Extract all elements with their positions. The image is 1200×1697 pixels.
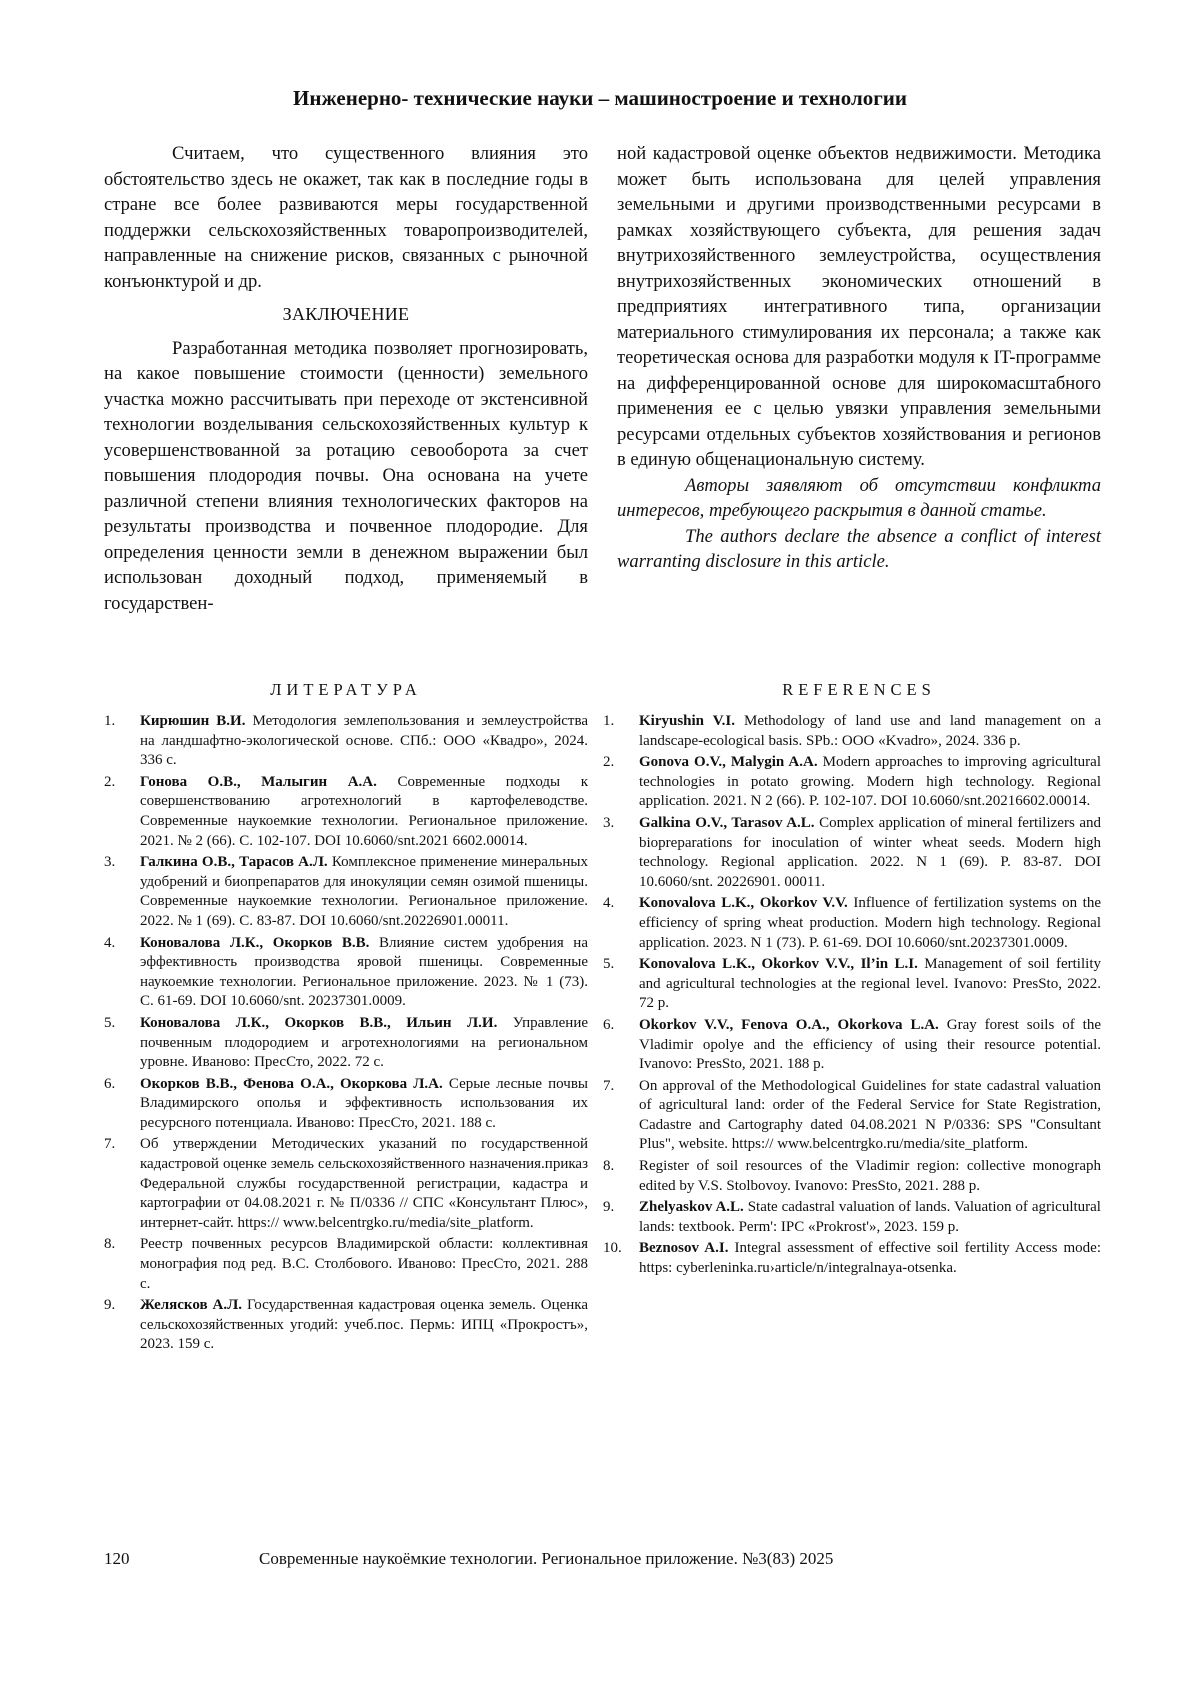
reference-text: Комплексное применение минеральных удобрений и биопрепаратов для инокуляции семян озимой пшеницы. Современные наукоемкие технологии. Региональное приложение. 2022. № 1 (69). С. 83-87. DOI 10.6060/snt.20226901.00011. xyxy=(140,854,588,929)
running-header: Инженерно- технические науки – машиностроение и технологии xyxy=(293,86,907,110)
reference-authors: Коновалова Л.К., Окорков В.В., Ильин Л.И. xyxy=(140,1014,498,1031)
reference-item xyxy=(603,1239,1101,1278)
right-text-column xyxy=(617,141,1101,575)
body-paragraph: ной кадастровой оценке объектов недвижимости. Методика может быть использована для целей управления земельными и другими производственными ресурсами в рамках хозяйствующего субъекта, для решения задач внутрихозяйственного землеустройства, осуществления внутрихозяйственных экономических отношений в предприятиях интегративного типа, организации материального стимулирования их персонала; а также как теоретическая основа для разработки модуля к IT-программе на дифференцированной основе для широкомасштабного применения ее с целью увязки управления земельными ресурсами отдельных субъектов хозяйствования и регионов в единую общенациональную систему. xyxy=(617,143,1101,470)
reference-number: 7. xyxy=(603,1077,615,1094)
reference-number: 6. xyxy=(104,1075,116,1092)
reference-number: 1. xyxy=(603,713,615,729)
reference-text: Management of soil fertility and agricultural technologies at the regional level. Ivanovo: PresSto, 2022. 72 p. xyxy=(639,956,1101,1012)
reference-number: 2. xyxy=(104,773,116,790)
reference-item xyxy=(104,773,588,851)
reference-item xyxy=(104,1235,588,1294)
reference-authors: Galkina O.V., Tarasov A.L. xyxy=(639,814,815,831)
body-paragraph: Считаем, что существенного влияния это обстоятельство здесь не окажет, так как в последние годы в стране все более развиваются меры государственной поддержки сельскохозяйственных товаропроизводителей, направленные на снижение рисков, связанных с рыночной конъюнктурой и др. xyxy=(104,143,588,292)
reference-authors: Окорков В.В., Фенова О.А., Окоркова Л.А. xyxy=(140,1075,443,1092)
reference-item xyxy=(104,1296,588,1355)
reference-item xyxy=(104,1075,588,1134)
reference-authors: Okorkov V.V., Fenova O.A., Okorkova L.A. xyxy=(639,1016,939,1033)
reference-text: Об утверждении Методических указаний по государственной кадастровой оценке земель сельскохозяйственного назначения.приказ Федеральной службы государственной регистрации, кадастра и картографии от 04.08.2021 г. № П/0336 // СПС «Консультант Плюс», интернет-сайт. https:// www.belcentrgko.ru/media/site_platform. xyxy=(140,1136,588,1231)
reference-item xyxy=(603,753,1101,812)
conflict-statement-ru: Авторы заявляют об отсутствии конфликта интересов, требующего раскрытия в данной статье. xyxy=(617,474,1101,521)
reference-authors: Кирюшин В.И. xyxy=(140,713,246,729)
reference-item xyxy=(104,1014,588,1073)
reference-authors: Beznosov A.I. xyxy=(639,1240,729,1257)
reference-item xyxy=(603,894,1101,953)
reference-number: 10. xyxy=(603,1240,622,1257)
reference-item xyxy=(603,955,1101,1014)
reference-text: Influence of fertilization systems on the efficiency of spring wheat production. Modern high technology. Regional application. 2023. N 1 (73). P. 61-69. DOI 10.6060/snt.20237301.0009. xyxy=(639,895,1101,951)
conflict-statement-en: The authors declare the absence a conflict of interest warranting disclosure in this article. xyxy=(617,525,1101,572)
reference-item xyxy=(104,853,588,931)
journal-name: Современные наукоёмкие технологии. Региональное приложение. №3(83) 2025 xyxy=(259,1549,834,1568)
reference-authors: Галкина О.В., Тарасов А.Л. xyxy=(140,854,328,871)
reference-number: 9. xyxy=(104,1297,116,1314)
reference-item xyxy=(104,934,588,1012)
reference-number: 7. xyxy=(104,1136,116,1153)
references-list xyxy=(603,712,1101,1281)
references-heading: REFERENCES xyxy=(782,680,936,699)
reference-text: Государственная кадастровая оценка земель. Оценка сельскохозяйственных угодий: учеб.пос. Пермь: ИПЦ «Прокростъ», 2023. 159 с. xyxy=(140,1297,588,1353)
literature-list xyxy=(104,712,588,1357)
reference-item xyxy=(603,814,1101,892)
reference-text: Integral assessment of effective soil fertility Access mode: https: cyberleninka.ru›article/n/integralnaya-otsenka. xyxy=(639,1240,1101,1277)
body-paragraph: Разработанная методика позволяет прогнозировать, на какое повышение стоимости (ценности) земельного участка можно рассчитывать при переходе от экстенсивной технологии возделывания сельскохозяйственных культур к усовершенствованной за ротацию севооборота за счет повышения плодородия почвы. Она основана на учете различной степени влияния технологических факторов на результаты производства и почвенное плодородие. Для определения ценности земли в денежном выражении был использован доходный подход, применяемый в государствен- xyxy=(104,337,588,614)
reference-authors: Kiryushin V.I. xyxy=(639,713,735,729)
reference-item xyxy=(104,712,588,771)
reference-item xyxy=(603,1157,1101,1196)
reference-item xyxy=(104,1135,588,1233)
reference-number: 2. xyxy=(603,754,615,771)
reference-item xyxy=(603,1077,1101,1155)
reference-item xyxy=(603,1198,1101,1237)
reference-number: 9. xyxy=(603,1199,615,1216)
reference-authors: Gonova O.V., Malygin A.A. xyxy=(639,754,818,771)
reference-text: Современные подходы к совершенствованию агротехнологий в картофелеводстве. Современные наукоемкие технологии. Региональное приложение. 2021. № 2 (66). С. 102-107. DOI 10.6060/snt.2021 6602.00014. xyxy=(140,773,588,849)
reference-number: 5. xyxy=(603,956,615,973)
left-text-column xyxy=(104,141,588,616)
reference-number: 5. xyxy=(104,1014,116,1031)
reference-number: 8. xyxy=(104,1236,116,1253)
reference-number: 8. xyxy=(603,1158,615,1175)
reference-number: 4. xyxy=(603,895,615,912)
reference-number: 3. xyxy=(603,814,615,831)
page-number: 120 xyxy=(104,1549,130,1568)
reference-text: State cadastral valuation of lands. Valuation of agricultural lands: textbook. Perm': IPC «Prokrost'», 2023. 159 p. xyxy=(639,1199,1101,1235)
reference-number: 1. xyxy=(104,713,116,729)
reference-authors: Zhelyaskov A.L. xyxy=(639,1199,744,1216)
reference-text: Влияние систем удобрения на эффективность производства яровой пшеницы. Современные наукоемкие технологии. Региональное приложение. 2023. № 1 (73). С. 61-69. DOI 10.6060/snt. 20237301.0009. xyxy=(140,934,588,1010)
reference-text: Методология землепользования и землеустройства на ландшафтно-экологической основе. СПб.: ООО «Квадро», 2024. 336 с. xyxy=(140,713,588,769)
reference-text: Реестр почвенных ресурсов Владимирской области: коллективная монография под ред. В.С. Столбового. Иваново: ПресСто, 2021. 288 с. xyxy=(140,1236,588,1292)
reference-item xyxy=(603,1016,1101,1075)
reference-text: Modern approaches to improving agricultural technologies in potato growing. Modern high technology. Regional application. 2021. N 2 (66). P. 102-107. DOI 10.6060/snt.20216602.00014. xyxy=(639,754,1101,810)
reference-authors: Коновалова Л.К., Окорков В.В. xyxy=(140,934,370,951)
reference-text: Methodology of land use and land management on a landscape-ecological basis. SPb.: OOO «Kvadro», 2024. 336 p. xyxy=(639,713,1101,749)
reference-text: Серые лесные почвы Владимирского ополья и эффективность использования их ресурсного потенциала. Иваново: ПресСто, 2021. 188 с. xyxy=(140,1075,588,1131)
reference-text: On approval of the Methodological Guidelines for state cadastral valuation of agricultural land: order of the Federal Service for State Registration, Cadastre and Cartography dated 04.08.2021 N P/0336: SPS "Consultant Plus", website. https:// www.belcentrgko.ru/media/site_platform. xyxy=(639,1077,1101,1153)
literature-heading: ЛИТЕРАТУРА xyxy=(270,680,422,699)
reference-text: Register of soil resources of the Vladimir region: collective monograph edited by V.S. Stolbovoy. Ivanovo: PresSto, 2021. 288 p. xyxy=(639,1158,1101,1194)
reference-authors: Желясков А.Л. xyxy=(140,1297,243,1314)
reference-authors: Konovalova L.K., Okorkov V.V., Il’in L.I. xyxy=(639,956,918,973)
reference-text: Gray forest soils of the Vladimir opolye and the efficiency of using their resource potential. Ivanovo: PresSto, 2021. 188 p. xyxy=(639,1016,1102,1073)
reference-text: Complex application of mineral fertilizers and biopreparations for inoculation of winter wheat seeds. Modern high technology. Regional application. 2022. N 1 (69). P. 83-87. DOI 10.6060/snt. 20226901. 00011. xyxy=(639,814,1101,890)
reference-number: 3. xyxy=(104,854,116,871)
reference-number: 4. xyxy=(104,934,116,951)
reference-item xyxy=(603,712,1101,751)
conclusion-heading: ЗАКЛЮЧЕНИЕ xyxy=(282,304,410,324)
reference-text: Управление почвенным плодородием и агротехнологиями на региональном уровне. Иваново: ПресСто, 2022. 72 с. xyxy=(140,1014,588,1071)
reference-authors: Konovalova L.K., Okorkov V.V. xyxy=(639,895,848,912)
reference-number: 6. xyxy=(603,1016,615,1033)
reference-authors: Гонова О.В., Малыгин А.А. xyxy=(140,773,377,790)
